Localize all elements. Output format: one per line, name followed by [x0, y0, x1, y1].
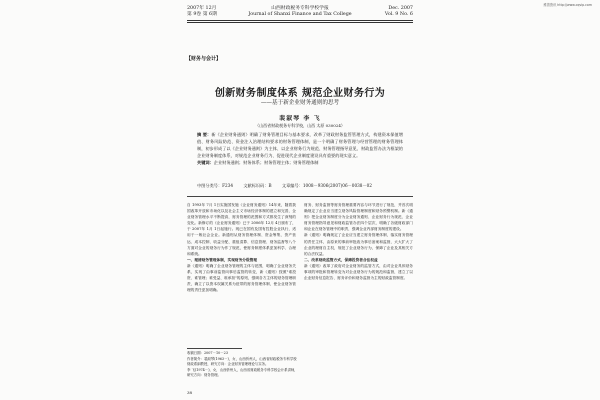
- journal-name-en: Journal of Shanxi Finance and Tax College: [248, 12, 352, 17]
- journal-name-cn: 山西财政税务专科学校学报: [271, 6, 329, 11]
- clc-number: 中图分类号：F234: [197, 183, 234, 188]
- header-divider: [187, 20, 413, 23]
- body-paragraph: 自 1993年 7月 1日实施国发施《企业财务通则》14年来，随着我国改革开放和市场化以及社会主义市场经济体制的建立和完善，企业财务管理水平不断提高，财务管理的范围和方式都发生了深刻的变化。新修订的《企业财务通则》已于 2006年 12月 4日颁布了，于 2007年 1月 1日起施行。现已在国有及国有控股企业执行，适用于一般社会企业。新通则从财务管理体制、资金筹集、资产营运、成本控制、收益分配、重组清算、信息管理、财务监督等八个方面对企业的财务行为作了规范，使财务制度体系更加科学、合理和系统。: [187, 203, 296, 256]
- volume-issue: 第 9卷 第 6期: [187, 12, 217, 17]
- abstract-text: 新《企业财务通则》明确了财务管理目标与基本要求，改革了财政财务监管管理方式，构建资本保值增值、财务风险防范、资金注入治理结构要求的财务管理体制，是一个明确了财务管理与经营管理的财务管理体制，初步形成了以《企业财务通则》为主体、以企业财务行为规范、财务管理指导意见、财政监管办法为框架的企业财务制度体系，对规范企业财务行为、促进现代企业制度建设具有重要的现实意义。: [197, 132, 403, 158]
- site-watermark: 维普资讯 http://www.cqvip.com: [543, 3, 592, 7]
- footnotes: [187, 351, 299, 379]
- article-subtitle: ——基于新企业财务通则的思考: [260, 100, 340, 106]
- body-paragraph: 新《通则》明确了企业财务管理的主体与范围，明确了企业财务关系，实现了由事前监管向事后监管的转变，新《通则》按照"谁投资、谁管理；谁受益、谁承担"的原则，强调各方主体的财务管理职责，确立了以资本权属关系为纽带的财务管理体制，使企业财务管理的责任更加明确。: [187, 263, 296, 293]
- author-affiliation: （山西省财政税务专科学校，山西 太原 030024）: [255, 123, 345, 128]
- section-heading: 一、理清财务管理体制，实现财务分级管理: [187, 257, 258, 262]
- journal-name-block: [187, 6, 413, 18]
- article-title: 创新财务制度体系 规范企业财务行为: [214, 88, 386, 99]
- article-id: 文章编号：1008－9306(2007)06－0038－02: [281, 183, 372, 188]
- volume-issue-en: Vol. 9 No. 6: [384, 12, 413, 17]
- issue-date-en: Dec. 2007: [388, 6, 413, 11]
- author-bio: 李 飞(1974－)，女，山西忻州人，山西省财政税务专科学校会计系讲师，研究方向：财务管理。: [187, 367, 298, 377]
- body-paragraph: 财务、财务监督等财务管理重要内容与环节进行了规范，并首次明确规定了企业应当建立财务风险管理制度和财务预警机制。新《通则》把企业财务制度分为企业财务通则、企业财务行为规范、企业财务管理指导意见和财政监管办法四个层次，明确了各级财政部门和企业在财务管理中的职责，强调企业内部财务制度的建设。: [304, 203, 413, 232]
- author-bio: 作者简介：裴淑琴(1963－)，女，山西忻州人，山西省财政税务专科学校财政系副教授，研究方向：企业财务管理理论与实务。: [187, 356, 297, 366]
- page-number: 38: [187, 390, 193, 395]
- keywords-label: 关键词：: [197, 160, 214, 165]
- article-metadata: [197, 183, 403, 189]
- section-heading: 二、改革财政监管方式，保障投资者合法权益: [304, 257, 378, 262]
- abstract-label: 摘 要：: [197, 132, 212, 137]
- column-tag: 【财务与会计】: [186, 56, 222, 62]
- body-column-left: [187, 202, 296, 293]
- metadata-divider: [187, 196, 413, 197]
- keywords-text: 企业财务通则；财务体系；财务管理主体；财务管理体制: [213, 160, 319, 165]
- footnote-divider: [187, 348, 242, 349]
- issue-date: 2007年 12月: [187, 6, 217, 11]
- document-code: 文献标识码：B: [243, 183, 272, 188]
- body-column-right: [304, 202, 413, 281]
- received-date: 收稿日期：2007－10－23: [187, 351, 228, 355]
- body-paragraph: 新《通则》明确规定了企业应当建立财务管理体制，落实财务管理的责任主体，由原来的事前审批改为事后备案和监督，大大扩大了企业的理财自主权，规范了企业财务行为，保障了企业及其相关方的合法权益。: [304, 233, 413, 256]
- issue-date-en-block: [385, 6, 413, 18]
- article-authors: 裴淑琴 李 飞: [279, 116, 321, 122]
- body-paragraph: 新《通则》改革了政府对企业财务的监管方式，由对企业具体财务事项的审批和管理转变为对企业财务行为的规范和监督，建立了以企业财务信息报告、财务评价和财务监督为主的财政监管制度。: [304, 263, 413, 281]
- abstract: [197, 131, 403, 166]
